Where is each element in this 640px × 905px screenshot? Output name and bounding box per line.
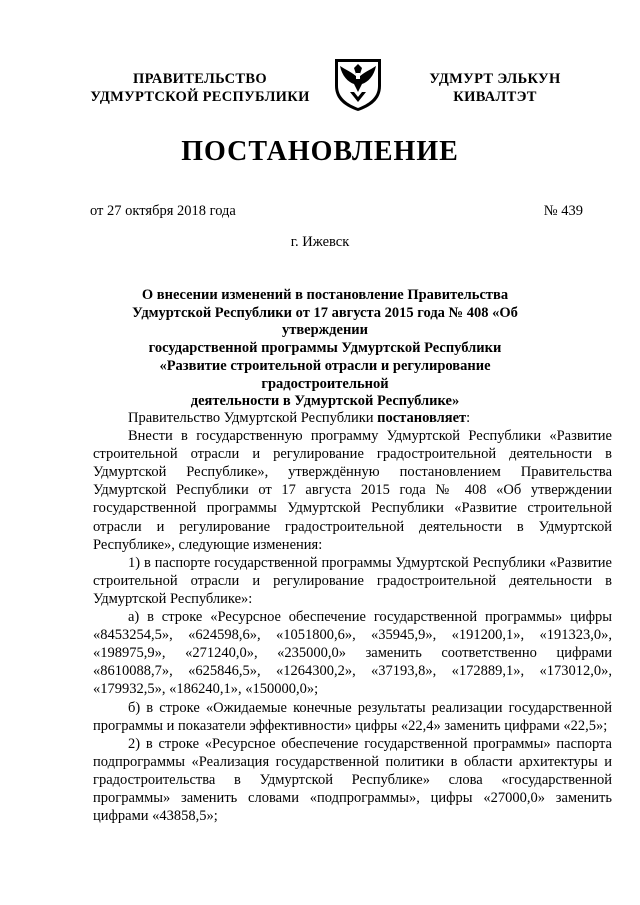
subject-line-4: «Развитие строительной отрасли и регулирование градостроительной bbox=[159, 357, 491, 392]
subject-line-5: деятельности в Удмуртской Республике» bbox=[190, 393, 460, 410]
intro-text: Правительство Удмуртской Республики bbox=[128, 410, 378, 426]
paragraph-item-1: 1) в паспорте государственной программы Удмуртской Республики «Развитие строительной отрасли и регулирование градостроительной деятельности в Удмуртской Республике»: bbox=[93, 554, 612, 607]
document-date: от 27 октября 2018 года bbox=[90, 203, 236, 219]
subject-line-3: государственной программы Удмуртской Республики bbox=[148, 340, 502, 357]
document-body bbox=[93, 409, 612, 825]
paragraph-item-2: 2) в строке «Ресурсное обеспечение государственной программы» паспорта подпрограммы «Реализация государственной политики в области архитектуры и градостроительства в Удмуртской Республике» слова «государственной программы» заменить словами «подпрограммы», цифры «27000,0» заменить цифрами «43858,5»; bbox=[93, 735, 612, 825]
document-subject bbox=[95, 287, 555, 411]
resolution-intro bbox=[93, 409, 612, 427]
paragraph-item-1a: а) в строке «Ресурсное обеспечение государственной программы» цифры «8453254,5», «624598,6», «1051800,6», «35945,9», «191200,1», «191323,0», «198975,9», «271240,0», «235000,0» заменить соответственно цифрами «8610088,7», «625846,5», «1264300,2», «37193,8», «172889,1», «173012,0», «179932,5», «186240,1», «150000,0»; bbox=[93, 609, 612, 698]
issuer-name-russian bbox=[80, 70, 320, 106]
intro-keyword: постановляет bbox=[377, 410, 467, 426]
subject-line-2: Удмуртской Республики от 17 августа 2015 года № 408 «Об утверждении bbox=[132, 304, 518, 339]
intro-end: : bbox=[466, 410, 471, 426]
paragraph-amendment: Внести в государственную программу Удмуртской Республики «Развитие строительной отрасли и регулирование градостроительной деятельности в Удмуртской Республике», утверждённую постановлением Правительства Удмуртской Республики от 17 августа 2015 года № 408 «Об утверждении государственной программы Удмуртской Республики «Развитие строительной отрасли и регулирование градостроительной деятельности в Удмуртской Республике», следующие изменения: bbox=[93, 428, 612, 553]
issuer-udm-line-2: КИВАЛТЭТ bbox=[453, 89, 537, 105]
document-number: № 439 bbox=[543, 203, 583, 219]
coat-of-arms-icon bbox=[332, 56, 384, 112]
document-city: г. Ижевск bbox=[290, 234, 350, 250]
issuer-line-1: ПРАВИТЕЛЬСТВО bbox=[133, 71, 267, 87]
issuer-udm-line-1: УДМУРТ ЭЛЬКУН bbox=[429, 71, 561, 87]
paragraph-item-1b: б) в строке «Ожидаемые конечные результаты реализации государственной программы и показатели эффективности» цифры «22,4» заменить цифрами «22,5»; bbox=[93, 699, 612, 734]
issuer-line-2: УДМУРТСКОЙ РЕСПУБЛИКИ bbox=[90, 89, 310, 105]
document-title: ПОСТАНОВЛЕНИЕ bbox=[181, 136, 459, 167]
issuer-name-udmurt bbox=[410, 70, 580, 106]
subject-line-1: О внесении изменений в постановление Правительства bbox=[141, 287, 509, 303]
